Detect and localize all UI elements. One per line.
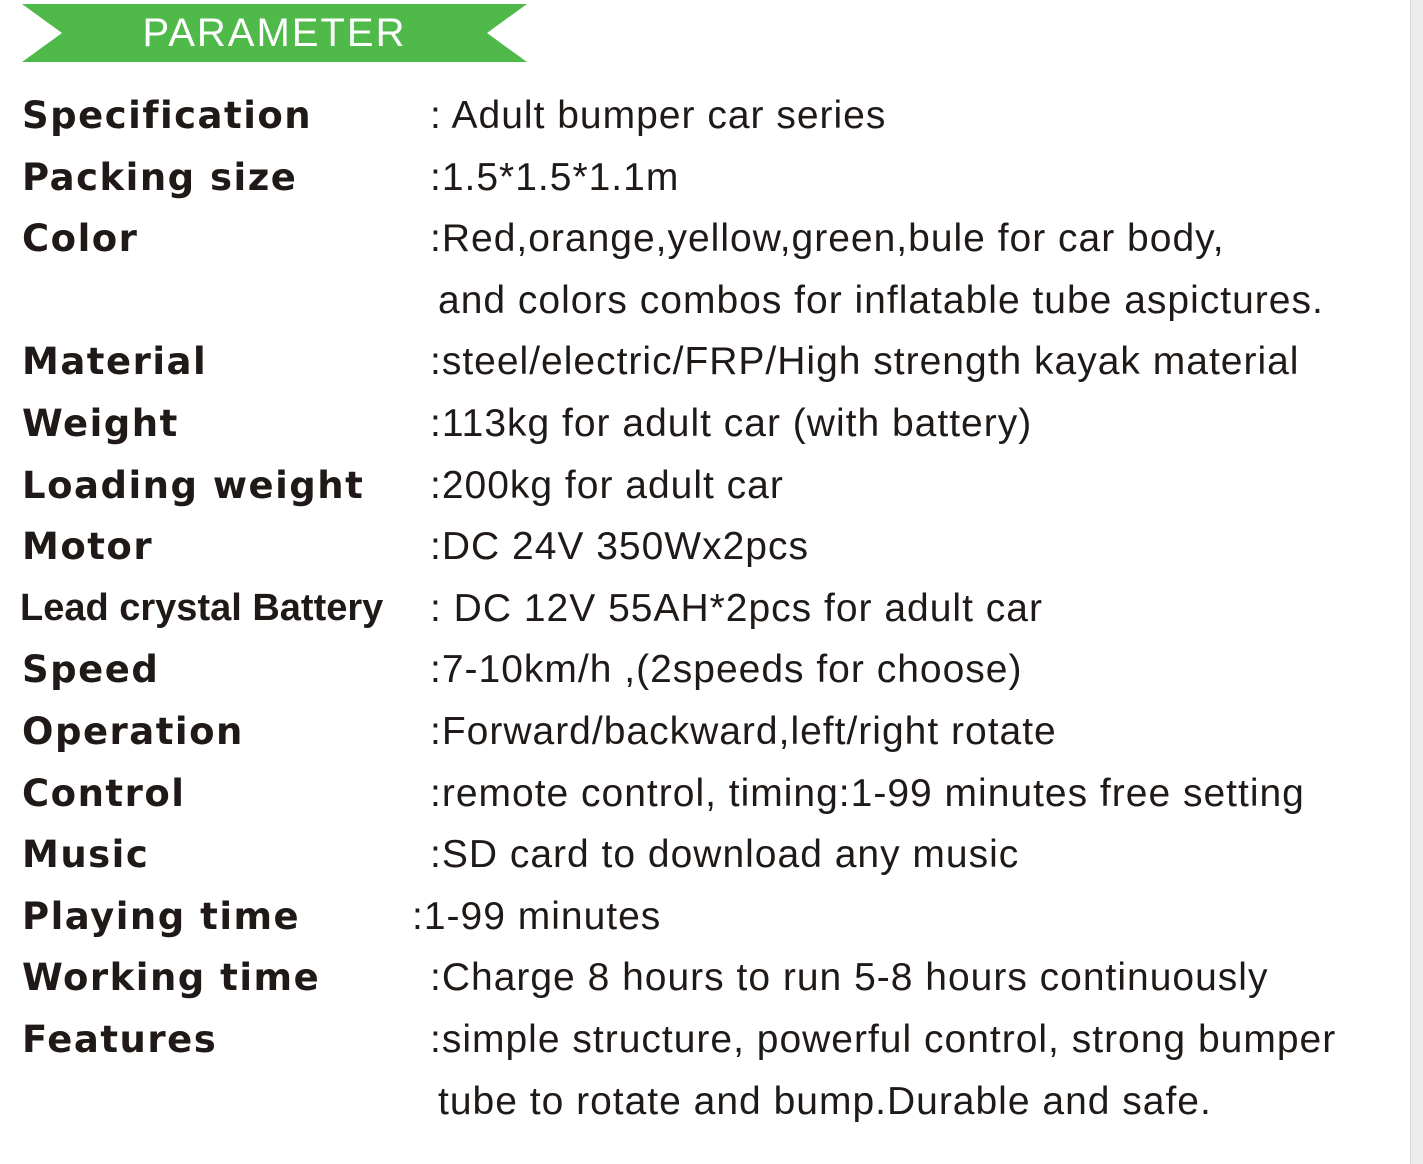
spec-value: :113kg for adult car (with battery) <box>430 401 1033 445</box>
spec-label: Lead crystal Battery <box>20 586 384 629</box>
spec-label: Features <box>22 1017 218 1061</box>
spec-label: Working time <box>22 956 321 1000</box>
page-edge <box>1410 0 1423 1164</box>
spec-row-music <box>22 824 1402 886</box>
spec-label: Weight <box>22 401 179 445</box>
spec-label: Music <box>22 833 150 877</box>
spec-value: :Red,orange,yellow,green,bule for car body, <box>430 217 1225 261</box>
spec-value: :steel/electric/FRP/High strength kayak material <box>430 340 1300 384</box>
spec-row-color <box>22 208 1402 331</box>
spec-value: :1.5*1.5*1.1m <box>430 155 680 199</box>
spec-label: Specification <box>22 94 313 137</box>
spec-row-control <box>22 763 1402 825</box>
spec-label: Operation <box>22 709 244 753</box>
spec-value: :remote control, timing:1-99 minutes free setting <box>430 771 1305 815</box>
spec-row-weight <box>22 393 1402 455</box>
spec-value: :1-99 minutes <box>412 894 662 938</box>
spec-row-speed <box>22 639 1402 701</box>
spec-value-block <box>430 1009 1405 1132</box>
spec-value: :simple structure, powerful control, strong bumper <box>430 1017 1337 1061</box>
spec-row-battery <box>22 578 1402 640</box>
spec-value-block <box>430 208 1405 331</box>
spec-value-continued: and colors combos for inflatable tube aspictures. <box>438 278 1324 322</box>
spec-list <box>22 85 1402 1132</box>
spec-value: :200kg for adult car <box>430 463 784 507</box>
spec-row-packing-size <box>22 147 1402 209</box>
parameter-banner <box>22 4 527 62</box>
spec-label: Material <box>22 340 208 384</box>
spec-value: : Adult bumper car series <box>430 94 887 137</box>
spec-value: :Charge 8 hours to run 5-8 hours continuously <box>430 956 1269 1000</box>
banner-title: PARAMETER <box>142 11 407 55</box>
spec-label: Packing size <box>22 155 298 199</box>
spec-label: Loading weight <box>22 463 365 507</box>
spec-value: :SD card to download any music <box>430 833 1020 877</box>
spec-row-loading-weight <box>22 455 1402 517</box>
spec-value: :Forward/backward,left/right rotate <box>430 709 1057 753</box>
spec-label: Control <box>22 771 186 815</box>
spec-value-continued: tube to rotate and bump.Durable and safe. <box>438 1079 1212 1123</box>
spec-row-working-time <box>22 947 1402 1009</box>
spec-value: : DC 12V 55AH*2pcs for adult car <box>430 586 1043 630</box>
spec-row-features <box>22 1009 1402 1132</box>
spec-label: Playing time <box>22 894 301 938</box>
spec-row-motor <box>22 516 1402 578</box>
spec-value: :7-10km/h ,(2speeds for choose) <box>430 648 1023 692</box>
spec-value: :DC 24V 350Wx2pcs <box>430 525 809 569</box>
spec-label: Color <box>22 217 139 261</box>
spec-row-operation <box>22 701 1402 763</box>
spec-label: Speed <box>22 648 160 692</box>
spec-row-material <box>22 331 1402 393</box>
spec-row-playing-time <box>22 886 1402 948</box>
spec-label: Motor <box>22 525 154 569</box>
spec-row-specification <box>22 85 1402 147</box>
